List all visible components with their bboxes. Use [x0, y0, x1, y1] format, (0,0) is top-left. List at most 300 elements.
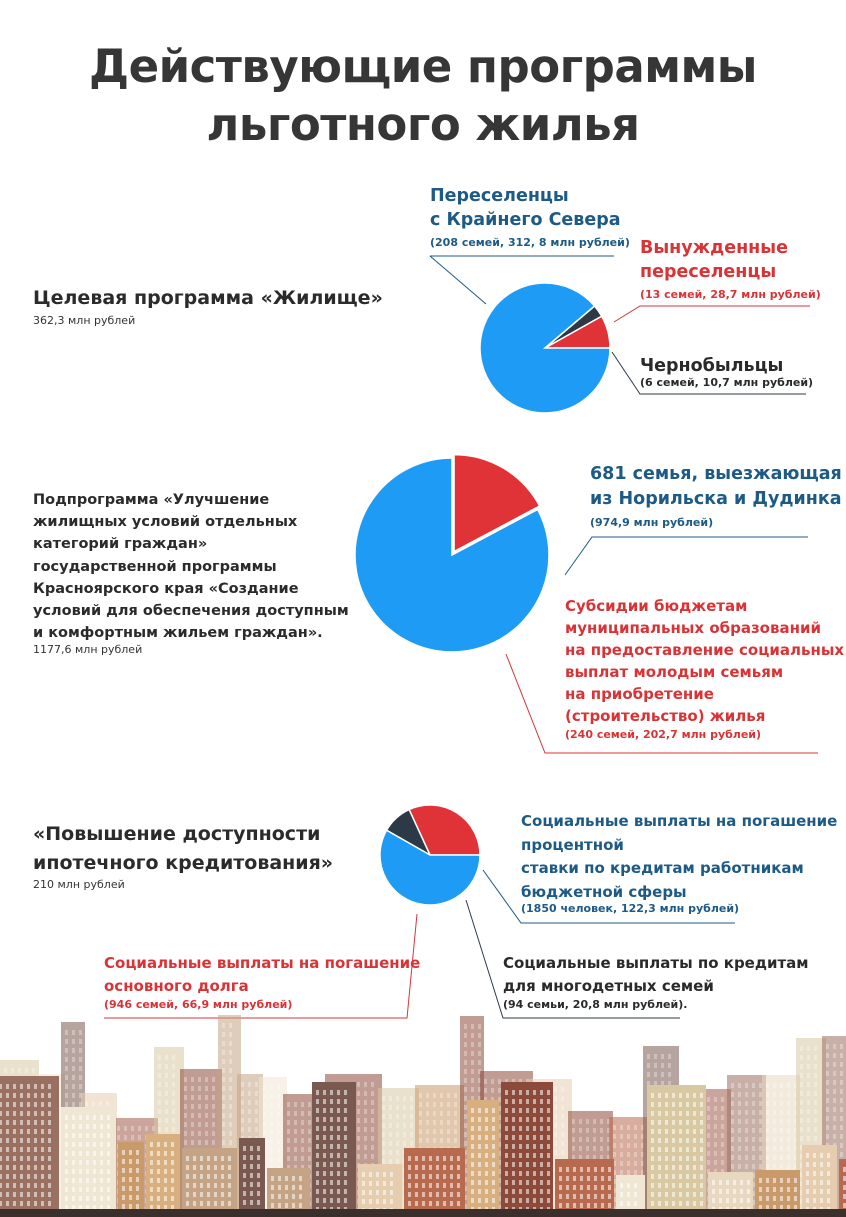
skyline-window [34, 1147, 37, 1152]
skyline-window [457, 1165, 460, 1170]
skyline-window [6, 1156, 9, 1161]
skyline-window [301, 1138, 304, 1143]
skyline-window [526, 1144, 529, 1149]
skyline-window [608, 1176, 611, 1181]
skyline-window [389, 1123, 392, 1128]
skyline-window [0, 1156, 2, 1161]
skyline-window [65, 1075, 68, 1080]
skyline-window [263, 1085, 266, 1090]
skyline-window [787, 1128, 790, 1133]
skyline-window [733, 1180, 736, 1185]
skyline-window [369, 1190, 372, 1195]
skyline-window [257, 1155, 260, 1160]
skyline-window [787, 1146, 790, 1151]
skyline-window [396, 1159, 399, 1164]
skyline-window [13, 1156, 16, 1161]
skyline-window [807, 1073, 810, 1078]
skyline-window [207, 1156, 210, 1161]
skyline-window [731, 1101, 734, 1106]
skyline-window [270, 1094, 273, 1099]
skyline-window [601, 1203, 604, 1208]
skyline-window [323, 1144, 326, 1149]
skyline-window [679, 1174, 682, 1179]
skyline-window [48, 1111, 51, 1116]
skyline-window [766, 1155, 769, 1160]
skyline-window [471, 1024, 474, 1029]
skyline-window [686, 1192, 689, 1197]
skyline-window [72, 1102, 75, 1107]
skyline-window [693, 1111, 696, 1116]
skyline-window [651, 1093, 654, 1098]
skyline-window [285, 1194, 288, 1199]
skyline-window [248, 1109, 251, 1114]
skyline-window [766, 1128, 769, 1133]
skyline-window [579, 1128, 582, 1133]
skyline-window [766, 1146, 769, 1151]
skyline-window [561, 1141, 564, 1146]
skyline-window [250, 1191, 253, 1196]
skyline-window [241, 1109, 244, 1114]
skyline-window [6, 1093, 9, 1098]
skyline-window [512, 1099, 515, 1104]
skyline-window [277, 1139, 280, 1144]
skyline-window [658, 1129, 661, 1134]
skyline-window [478, 1135, 481, 1140]
skyline-window [600, 1137, 603, 1142]
skyline-window [627, 1143, 630, 1148]
skyline-window [634, 1192, 637, 1197]
skyline-window [229, 1023, 232, 1028]
skyline-window [840, 1107, 843, 1112]
skyline-window [41, 1120, 44, 1125]
skyline-window [6, 1084, 9, 1089]
skyline-window [814, 1091, 817, 1096]
skyline-window [464, 1033, 467, 1038]
skyline-window [20, 1084, 23, 1089]
skyline-window [447, 1093, 450, 1098]
skyline-window [330, 1108, 333, 1113]
skyline-window [780, 1101, 783, 1106]
skyline-window [299, 1203, 302, 1208]
slice-detail-rate: (1850 человек, 122,3 млн рублей) [521, 902, 740, 915]
skyline-window [700, 1165, 703, 1170]
skyline-window [814, 1127, 817, 1132]
skyline-window [323, 1108, 326, 1113]
skyline-window [222, 1122, 225, 1127]
skyline-window [814, 1136, 817, 1141]
skyline-window [165, 1082, 168, 1087]
skyline-window [679, 1129, 682, 1134]
skyline-window [651, 1174, 654, 1179]
skyline-window [433, 1129, 436, 1134]
skyline-window [547, 1144, 550, 1149]
skyline-window [519, 1180, 522, 1185]
skyline-window [827, 1171, 830, 1176]
skyline-window [122, 1186, 125, 1191]
skyline-window [679, 1093, 682, 1098]
skyline-window [833, 1053, 836, 1058]
skyline-window [390, 1172, 393, 1177]
skyline-window [164, 1187, 167, 1192]
skyline-window [485, 1171, 488, 1176]
skyline-window [800, 1100, 803, 1105]
skyline-window [773, 1164, 776, 1169]
skyline-window [484, 1079, 487, 1084]
skyline-window [505, 1198, 508, 1203]
skyline-window [410, 1123, 413, 1128]
skyline-window [330, 1099, 333, 1104]
skyline-window [436, 1174, 439, 1179]
skyline-window [478, 1144, 481, 1149]
skyline-window [454, 1120, 457, 1125]
skyline-window [766, 1119, 769, 1124]
skyline-window [369, 1172, 372, 1177]
skyline-window [207, 1183, 210, 1188]
skyline-window [107, 1142, 110, 1147]
skyline-window [601, 1167, 604, 1172]
skyline-window [164, 1169, 167, 1174]
skyline-window [150, 1160, 153, 1165]
skyline-window [79, 1084, 82, 1089]
skyline-window [222, 1095, 225, 1100]
skyline-window [827, 1180, 830, 1185]
skyline-window [721, 1142, 724, 1147]
skyline-window [344, 1180, 347, 1185]
skyline-window [248, 1082, 251, 1087]
skyline-window [738, 1110, 741, 1115]
skyline-window [787, 1196, 790, 1201]
skyline-window [229, 1086, 232, 1091]
skyline-window [651, 1111, 654, 1116]
skyline-window [766, 1137, 769, 1142]
skyline-window [627, 1134, 630, 1139]
skyline-window [100, 1151, 103, 1156]
skyline-window [65, 1093, 68, 1098]
skyline-window [719, 1198, 722, 1203]
skyline-window [229, 1041, 232, 1046]
skyline-window [559, 1203, 562, 1208]
skyline-window [316, 1117, 319, 1122]
skyline-window [658, 1174, 661, 1179]
skyline-window [34, 1093, 37, 1098]
skyline-window [661, 1054, 664, 1059]
skyline-window [686, 1138, 689, 1143]
skyline-window [833, 1098, 836, 1103]
skyline-window [627, 1125, 630, 1130]
skyline-window [721, 1151, 724, 1156]
skyline-window [20, 1165, 23, 1170]
skyline-window [471, 1180, 474, 1185]
skyline-window [382, 1114, 385, 1119]
skyline-window [408, 1174, 411, 1179]
skyline-window [820, 1189, 823, 1194]
skyline-window [255, 1118, 258, 1123]
skyline-window [766, 1178, 769, 1183]
skyline-window [547, 1099, 550, 1104]
skyline-window [107, 1187, 110, 1192]
skyline-window [759, 1128, 762, 1133]
slice-detail-chernobyl: (6 семей, 10,7 млн рублей) [640, 376, 814, 389]
skyline-window [229, 1032, 232, 1037]
skyline-window [419, 1129, 422, 1134]
skyline-window [654, 1072, 657, 1077]
skyline-window [519, 1099, 522, 1104]
skyline-window [41, 1156, 44, 1161]
skyline-window [672, 1129, 675, 1134]
skyline-window [72, 1084, 75, 1089]
skyline-window [299, 1185, 302, 1190]
skyline-window [357, 1091, 360, 1096]
skyline-window [794, 1187, 797, 1192]
skyline-window [672, 1183, 675, 1188]
skyline-window [651, 1147, 654, 1152]
skyline-window [294, 1147, 297, 1152]
skyline-window [357, 1154, 360, 1159]
skyline-window [65, 1160, 68, 1165]
skyline-window [79, 1115, 82, 1120]
skyline-window [250, 1155, 253, 1160]
skyline-window [93, 1187, 96, 1192]
skyline-window [686, 1093, 689, 1098]
skyline-window [221, 1165, 224, 1170]
skyline-window [27, 1111, 30, 1116]
skyline-window [806, 1162, 809, 1167]
skyline-building [555, 1159, 614, 1217]
skyline-window [800, 1127, 803, 1132]
skyline-window [586, 1137, 589, 1142]
skyline-window [714, 1097, 717, 1102]
skyline-window [464, 1123, 467, 1128]
skyline-window [86, 1133, 89, 1138]
skyline-window [150, 1196, 153, 1201]
slice-label-norilsk: 681 семья, выезжающая из Норильска и Дудинка [590, 464, 842, 509]
skyline-window [6, 1138, 9, 1143]
skyline-window [129, 1150, 132, 1155]
skyline-window [429, 1201, 432, 1206]
skyline-window [540, 1099, 543, 1104]
skyline-window [172, 1109, 175, 1114]
skyline-window [840, 1143, 843, 1148]
skyline-window [759, 1178, 762, 1183]
slice-label-subsidies: Субсидии бюджетам муниципальных образований на предоставление социальных выплат молодым семьям на приобретение (строительство) жилья [565, 597, 845, 725]
skyline-window [172, 1127, 175, 1132]
skyline-window [316, 1108, 319, 1113]
slice-detail-principal: (946 семей, 66,9 млн рублей) [104, 998, 293, 1011]
skyline-window [492, 1198, 495, 1203]
skyline-window [205, 1140, 208, 1145]
skyline-window [330, 1198, 333, 1203]
skyline-window [6, 1111, 9, 1116]
skyline-window [243, 1200, 246, 1205]
skyline-window [301, 1156, 304, 1161]
skyline-window [117, 1135, 120, 1140]
skyline-window [270, 1112, 273, 1117]
skyline-window [257, 1200, 260, 1205]
skyline-window [383, 1181, 386, 1186]
skyline-window [158, 1064, 161, 1069]
skyline-window [86, 1187, 89, 1192]
skyline-window [419, 1120, 422, 1125]
skyline-window [403, 1096, 406, 1101]
skyline-window [20, 1174, 23, 1179]
skyline-window [533, 1153, 536, 1158]
skyline-window [719, 1180, 722, 1185]
skyline-window [198, 1077, 201, 1082]
skyline-window [27, 1138, 30, 1143]
skyline-window [20, 1093, 23, 1098]
skyline-window [13, 1183, 16, 1188]
skyline-window [806, 1153, 809, 1158]
skyline-window [270, 1157, 273, 1162]
skyline-window [419, 1111, 422, 1116]
skyline-window [316, 1144, 319, 1149]
skyline-window [228, 1192, 231, 1197]
skyline-window [665, 1147, 668, 1152]
skyline-window [72, 1178, 75, 1183]
skyline-window [184, 1131, 187, 1136]
skyline-window [554, 1123, 557, 1128]
skyline-window [620, 1192, 623, 1197]
skyline-window [714, 1133, 717, 1138]
skyline-window [700, 1201, 703, 1206]
skyline-window [79, 1196, 82, 1201]
skyline-window [634, 1201, 637, 1206]
skyline-window [65, 1187, 68, 1192]
skyline-window [485, 1135, 488, 1140]
skyline-window [714, 1142, 717, 1147]
skyline-window [0, 1147, 2, 1152]
skyline-window [533, 1198, 536, 1203]
skyline-window [248, 1100, 251, 1105]
skyline-window [693, 1201, 696, 1206]
skyline-window [165, 1091, 168, 1096]
skyline-window [316, 1162, 319, 1167]
skyline-window [426, 1129, 429, 1134]
skyline-window [415, 1192, 418, 1197]
skyline-window [593, 1137, 596, 1142]
skyline-window [200, 1165, 203, 1170]
skyline-window [580, 1185, 583, 1190]
skyline-window [48, 1093, 51, 1098]
skyline-window [308, 1129, 311, 1134]
skyline-window [99, 1101, 102, 1106]
skyline-window [193, 1174, 196, 1179]
skyline-window [364, 1127, 367, 1132]
skyline-window [165, 1100, 168, 1105]
skyline-window [726, 1189, 729, 1194]
skyline-window [745, 1164, 748, 1169]
skyline-window [519, 1090, 522, 1095]
skyline-window [654, 1054, 657, 1059]
skyline-window [357, 1109, 360, 1114]
skyline-window [344, 1090, 347, 1095]
skyline-window [191, 1095, 194, 1100]
skyline-window [316, 1126, 319, 1131]
skyline-window [478, 1042, 481, 1047]
skyline-window [193, 1183, 196, 1188]
skyline-window [731, 1164, 734, 1169]
skyline-window [222, 1032, 225, 1037]
skyline-window [222, 1131, 225, 1136]
skyline-window [512, 1198, 515, 1203]
skyline-window [292, 1185, 295, 1190]
skyline-window [212, 1086, 215, 1091]
skyline-window [464, 1078, 467, 1083]
skyline-window [745, 1146, 748, 1151]
skyline-window [566, 1194, 569, 1199]
skyline-window [752, 1128, 755, 1133]
skyline-window [447, 1138, 450, 1143]
skyline-window [573, 1185, 576, 1190]
skyline-window [0, 1138, 2, 1143]
skyline-window [150, 1187, 153, 1192]
skyline-window [20, 1111, 23, 1116]
skyline-window [752, 1146, 755, 1151]
skyline-window [285, 1203, 288, 1208]
skyline-window [840, 1071, 843, 1076]
skyline-window [191, 1086, 194, 1091]
skyline-window [759, 1110, 762, 1115]
skyline-window [79, 1030, 82, 1035]
skyline-window [827, 1189, 830, 1194]
skyline-window [471, 1042, 474, 1047]
skyline-window [766, 1092, 769, 1097]
skyline-window [193, 1165, 196, 1170]
skyline-window [608, 1185, 611, 1190]
skyline-window [658, 1165, 661, 1170]
skyline-window [165, 1118, 168, 1123]
skyline-window [136, 1159, 139, 1164]
skyline-window [364, 1091, 367, 1096]
skyline-window [287, 1111, 290, 1116]
skyline-window [72, 1124, 75, 1129]
skyline-window [129, 1186, 132, 1191]
skyline-window [41, 1183, 44, 1188]
skyline-window [221, 1192, 224, 1197]
skyline-window [419, 1102, 422, 1107]
skyline-window [41, 1111, 44, 1116]
skyline-window [738, 1164, 741, 1169]
skyline-window [422, 1156, 425, 1161]
skyline-window [13, 1102, 16, 1107]
skyline-window [519, 1117, 522, 1122]
skyline-window [93, 1169, 96, 1174]
skyline-window [241, 1118, 244, 1123]
skyline-window [93, 1115, 96, 1120]
skyline-window [34, 1138, 37, 1143]
skyline-window [294, 1156, 297, 1161]
skyline-window [93, 1160, 96, 1165]
skyline-window [464, 1087, 467, 1092]
skyline-window [505, 1135, 508, 1140]
skyline-window [833, 1089, 836, 1094]
skyline-window [807, 1136, 810, 1141]
skyline-window [308, 1138, 311, 1143]
skyline-window [759, 1119, 762, 1124]
skyline-window [362, 1199, 365, 1204]
skyline-window [212, 1104, 215, 1109]
skyline-window [620, 1170, 623, 1175]
skyline-window [679, 1201, 682, 1206]
skyline-window [72, 1093, 75, 1098]
skyline-window [700, 1093, 703, 1098]
skyline-window [164, 1178, 167, 1183]
skyline-window [48, 1165, 51, 1170]
skyline-window [364, 1154, 367, 1159]
skyline-window [396, 1141, 399, 1146]
skyline-window [107, 1124, 110, 1129]
skyline-window [658, 1111, 661, 1116]
